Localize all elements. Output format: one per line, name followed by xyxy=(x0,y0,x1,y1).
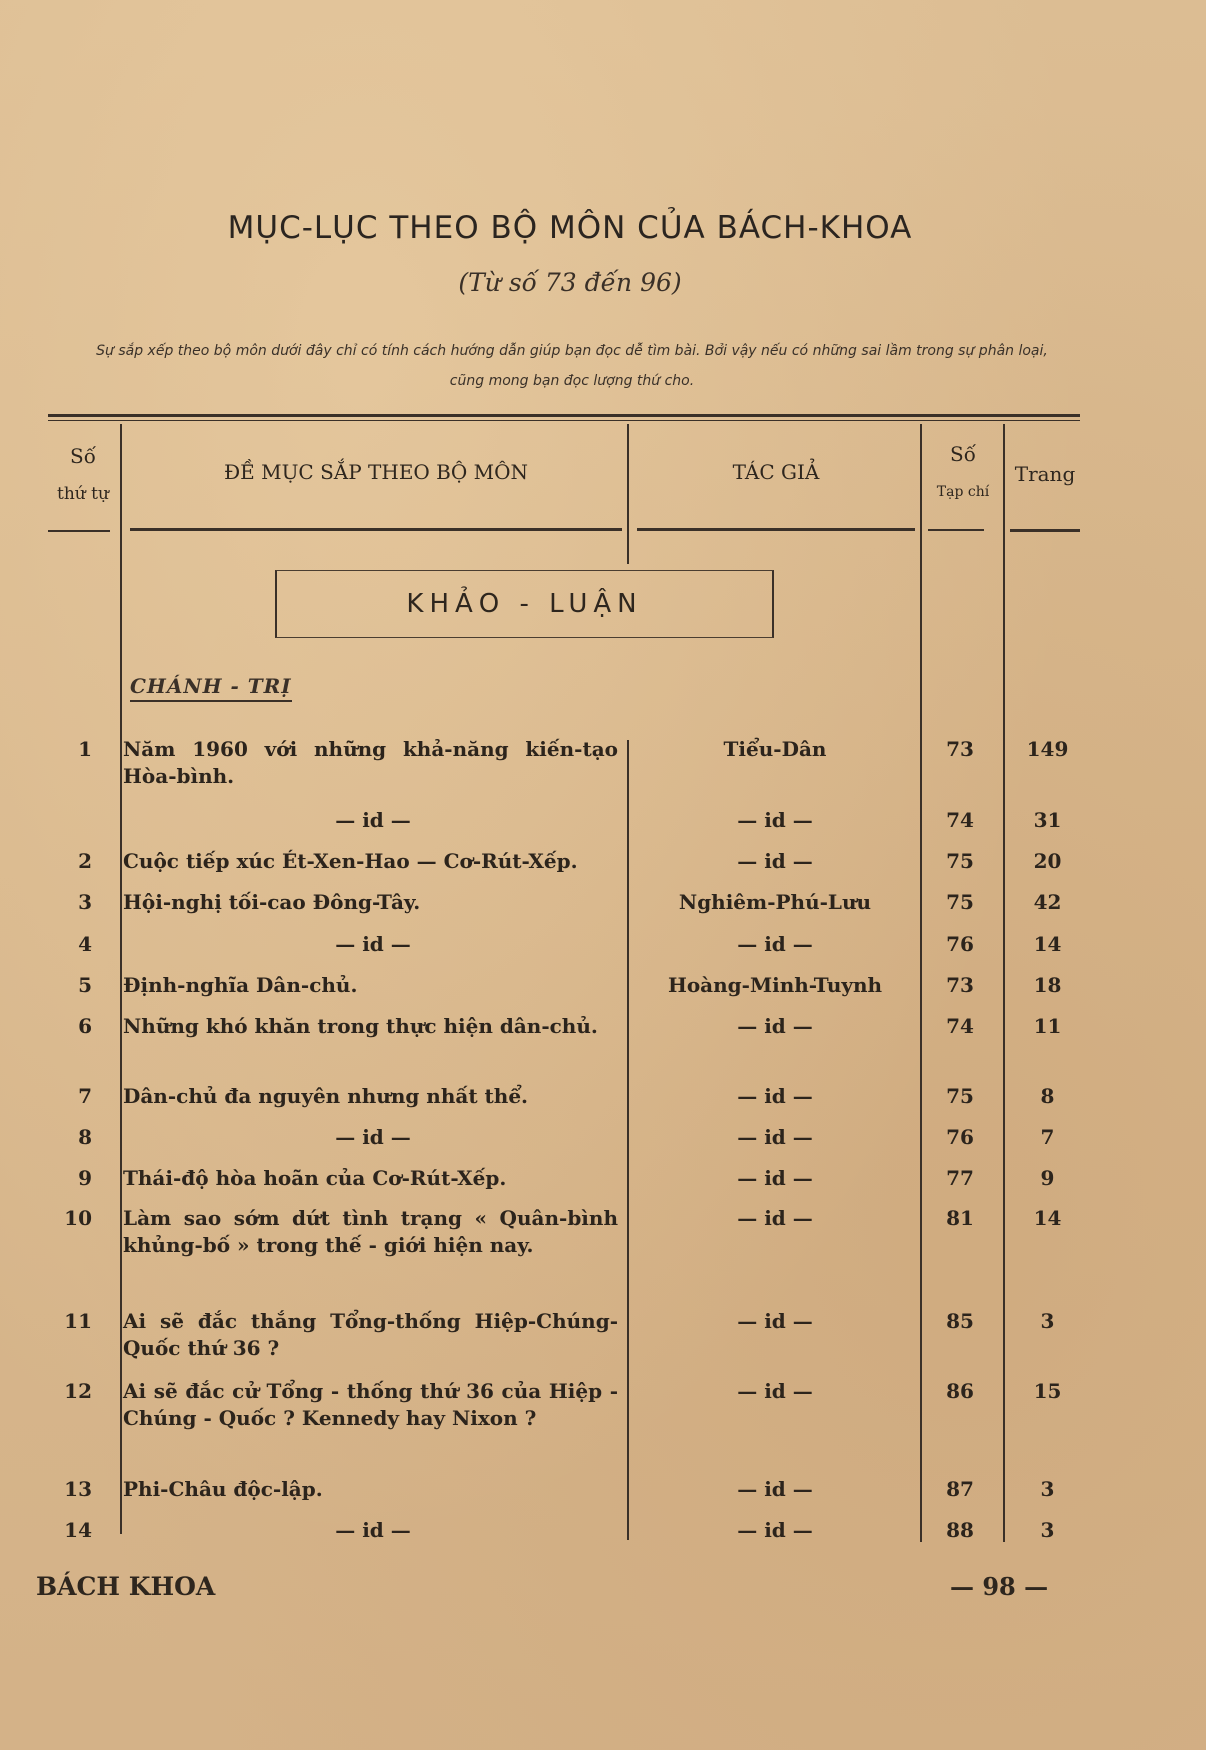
row-page: 149 xyxy=(1026,737,1069,761)
row-title: — id — xyxy=(335,1518,411,1542)
row-issue: 73 xyxy=(946,737,974,761)
row-author: — id — xyxy=(737,849,813,873)
row-author: — id — xyxy=(737,1379,813,1403)
row-number: 1 xyxy=(78,737,92,761)
page-subtitle: (Từ số 73 đến 96) xyxy=(458,268,682,297)
row-author: — id — xyxy=(737,808,813,832)
row-number: 9 xyxy=(78,1166,92,1190)
section-heading: KHẢO - LUẬN xyxy=(275,570,774,638)
row-issue: 87 xyxy=(946,1477,974,1501)
row-page: 31 xyxy=(1033,808,1062,832)
row-author: — id — xyxy=(737,1206,813,1230)
row-author: Nghiêm-Phú-Lưu xyxy=(678,890,872,914)
row-page: 3 xyxy=(1040,1477,1055,1501)
row-title: Ai sẽ đắc cử Tổng - thống thứ 36 của Hiệp - Chúng - Quốc ? Kennedy hay Nixon ? xyxy=(123,1379,618,1430)
col-rule-number xyxy=(48,530,110,532)
row-number: 3 xyxy=(78,890,92,914)
col-divider-2 xyxy=(627,424,629,564)
row-title: Cuộc tiếp xúc Ét-Xen-Hao — Cơ-Rút-Xếp. xyxy=(123,849,578,873)
row-issue: 75 xyxy=(946,1084,974,1108)
row-issue: 74 xyxy=(946,1014,974,1038)
row-issue: 76 xyxy=(946,932,974,956)
col-divider-2b xyxy=(627,740,629,1540)
row-number: 5 xyxy=(78,973,92,997)
row-title: Thái-độ hòa hoãn của Cơ-Rút-Xếp. xyxy=(123,1166,507,1190)
row-number: 12 xyxy=(64,1379,92,1403)
row-title: Làm sao sớm dứt tình trạng « Quân-bình khủng-bố » trong thế - giới hiện nay. xyxy=(123,1206,618,1257)
row-issue: 81 xyxy=(946,1206,974,1230)
col-divider-1 xyxy=(120,424,122,1534)
row-number: 2 xyxy=(78,849,92,873)
header-top-rule xyxy=(48,414,1080,417)
row-page: 7 xyxy=(1040,1125,1055,1149)
publication-name: BÁCH KHOA xyxy=(36,1572,216,1601)
row-page: 8 xyxy=(1040,1084,1055,1108)
row-page: 9 xyxy=(1040,1166,1055,1190)
row-author: — id — xyxy=(737,1518,813,1542)
row-page: 14 xyxy=(1033,1206,1062,1230)
row-title: — id — xyxy=(335,932,411,956)
page-title: MỤC-LỤC THEO BỘ MÔN CỦA BÁCH-KHOA xyxy=(227,210,913,246)
col-rule-page xyxy=(1010,529,1080,532)
row-number: 11 xyxy=(64,1309,92,1333)
page-number: — 98 — xyxy=(950,1572,1049,1601)
row-number: 4 xyxy=(78,932,92,956)
row-author: — id — xyxy=(737,1084,813,1108)
row-author: — id — xyxy=(737,1014,813,1038)
row-issue: 75 xyxy=(946,890,974,914)
col-divider-3 xyxy=(920,424,922,1542)
row-number: 8 xyxy=(78,1125,92,1149)
row-number: 10 xyxy=(64,1206,92,1230)
row-author: Hoàng-Minh-Tuynh xyxy=(667,973,883,997)
row-page: 11 xyxy=(1033,1014,1062,1038)
row-author: — id — xyxy=(737,1166,813,1190)
col-rule-title xyxy=(130,528,622,531)
col-header-issue-top: Số xyxy=(950,442,976,466)
subsection-heading: CHÁNH - TRỊ xyxy=(130,674,292,702)
row-title: — id — xyxy=(335,1125,411,1149)
row-page: 3 xyxy=(1040,1309,1055,1333)
row-title: — id — xyxy=(335,808,411,832)
row-author: Tiểu-Dân xyxy=(723,737,827,761)
row-page: 15 xyxy=(1033,1379,1062,1403)
row-title: Những khó khăn trong thực hiện dân-chủ. xyxy=(123,1014,598,1038)
row-page: 20 xyxy=(1033,849,1062,873)
row-number: 13 xyxy=(64,1477,92,1501)
row-title: Định-nghĩa Dân-chủ. xyxy=(123,973,358,997)
row-title: Ai sẽ đắc thắng Tổng-thống Hiệp-Chúng-Quốc thứ 36 ? xyxy=(123,1309,618,1360)
row-page: 14 xyxy=(1033,932,1062,956)
row-issue: 85 xyxy=(946,1309,974,1333)
row-number: 14 xyxy=(64,1518,92,1542)
row-author: — id — xyxy=(737,1125,813,1149)
row-issue: 75 xyxy=(946,849,974,873)
row-author: — id — xyxy=(737,932,813,956)
row-author: — id — xyxy=(737,1309,813,1333)
row-issue: 88 xyxy=(946,1518,974,1542)
row-page: 3 xyxy=(1040,1518,1055,1542)
col-rule-issue xyxy=(928,529,984,531)
row-issue: 76 xyxy=(946,1125,974,1149)
col-header-author: TÁC GIẢ xyxy=(732,460,820,484)
row-issue: 86 xyxy=(946,1379,974,1403)
row-issue: 74 xyxy=(946,808,974,832)
row-page: 18 xyxy=(1033,973,1062,997)
col-header-issue-bottom: Tạp chí xyxy=(936,484,990,500)
row-title: Năm 1960 với những khả-năng kiến-tạo Hòa-bình. xyxy=(123,737,618,788)
row-number: 6 xyxy=(78,1014,92,1038)
row-title: Phi-Châu độc-lập. xyxy=(123,1477,323,1501)
col-header-number-top: Số xyxy=(70,444,96,468)
row-number: 7 xyxy=(78,1084,92,1108)
row-title: Hội-nghị tối-cao Đông-Tây. xyxy=(123,890,421,914)
col-header-number-bottom: thứ tự xyxy=(57,484,109,504)
row-page: 42 xyxy=(1033,890,1062,914)
row-author: — id — xyxy=(737,1477,813,1501)
intro-note: Sự sắp xếp theo bộ môn dưới đây chỉ có tính cách hướng dẫn giúp bạn đọc dễ tìm bài. Bởi vậy nếu có những sai lầm trong sự phân loại, cũng mong bạn đọc lượng thứ cho. xyxy=(96,343,1048,389)
col-rule-author xyxy=(637,528,915,531)
header-top-rule-thin xyxy=(48,420,1080,421)
row-issue: 77 xyxy=(946,1166,974,1190)
row-issue: 73 xyxy=(946,973,974,997)
row-title: Dân-chủ đa nguyên nhưng nhất thể. xyxy=(123,1084,529,1108)
col-header-title: ĐỀ MỤC SẮP THEO BỘ MÔN xyxy=(223,460,528,484)
col-header-page: Trang xyxy=(1014,462,1076,486)
